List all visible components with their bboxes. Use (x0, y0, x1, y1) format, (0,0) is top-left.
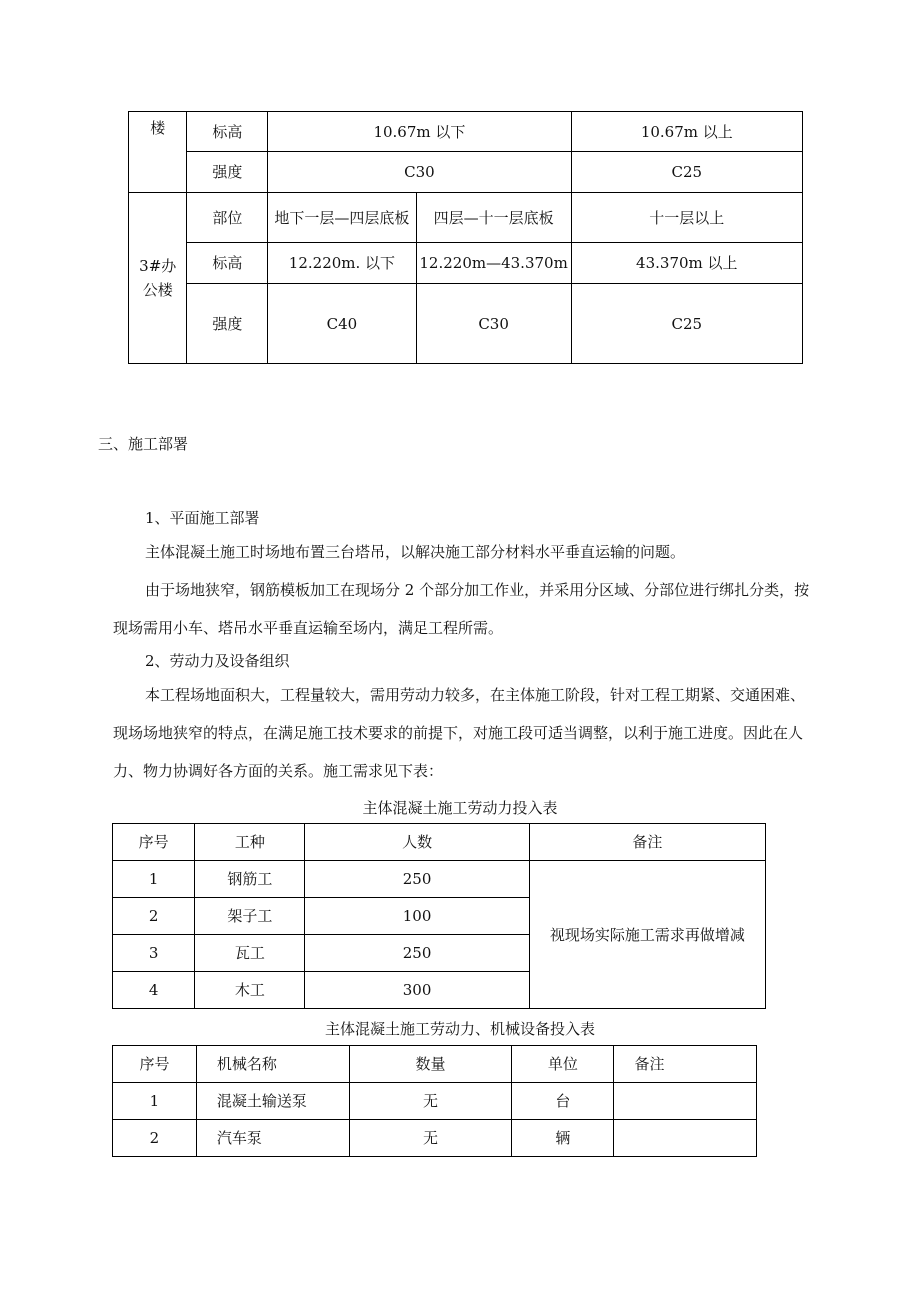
table-cell: 300 (305, 972, 529, 1009)
table-row (113, 1120, 757, 1157)
table-cell: 12.220m. 以下 (268, 243, 416, 284)
table-cell: 辆 (512, 1120, 614, 1157)
table-cell (614, 1083, 757, 1120)
header-cell: 备注 (614, 1046, 757, 1083)
row-label: 强度 (187, 152, 268, 193)
header-cell: 备注 (529, 824, 765, 861)
table-cell: 无 (349, 1083, 512, 1120)
table-cell: 2 (113, 1120, 197, 1157)
table-cell: 台 (512, 1083, 614, 1120)
table-cell: C25 (571, 284, 802, 364)
table-cell: 12.220m—43.370m (416, 243, 571, 284)
row-label: 强度 (187, 284, 268, 364)
header-cell: 序号 (113, 1046, 197, 1083)
table-cell: 100 (305, 898, 529, 935)
table-cell: 250 (305, 861, 529, 898)
table-row (113, 1083, 757, 1120)
table-caption: 主体混凝土施工劳动力、机械设备投入表 (324, 1020, 595, 1038)
equipment-table (112, 1045, 757, 1157)
building-cell: 楼 (129, 112, 187, 193)
table-cell: 瓦工 (195, 935, 305, 972)
header-cell: 人数 (305, 824, 529, 861)
table-cell: 钢筋工 (195, 861, 305, 898)
header-cell: 序号 (113, 824, 195, 861)
table-cell: 地下一层—四层底板 (268, 193, 416, 243)
table-row (113, 861, 766, 898)
table-cell: 混凝土输送泵 (196, 1083, 349, 1120)
table-cell: 3 (113, 935, 195, 972)
section-heading: 三、施工部署 (98, 435, 189, 453)
table-cell: 汽车泵 (196, 1120, 349, 1157)
table-cell: 十一层以上 (571, 193, 802, 243)
table-cell: 1 (113, 861, 195, 898)
table-cell: 1 (113, 1083, 197, 1120)
row-label: 标高 (187, 112, 268, 152)
table-cell: C30 (416, 284, 571, 364)
table-cell: 4 (113, 972, 195, 1009)
paragraph: 主体混凝土施工时场地布置三台塔吊，以解决施工部分材料水平垂直运输的问题。 (145, 543, 686, 561)
row-label: 部位 (187, 193, 268, 243)
row-label: 标高 (187, 243, 268, 284)
table-cell: 10.67m 以下 (268, 112, 571, 152)
table-cell: 木工 (195, 972, 305, 1009)
table-cell: 2 (113, 898, 195, 935)
table-cell: C30 (268, 152, 571, 193)
concrete-strength-table (128, 111, 803, 364)
header-cell: 数量 (349, 1046, 512, 1083)
table-cell: C40 (268, 284, 416, 364)
subheading: 1、平面施工部署 (145, 509, 260, 527)
table-cell: 10.67m 以上 (571, 112, 802, 152)
paragraph: 本工程场地面积大，工程量较大，需用劳动力较多，在主体施工阶段，针对工程工期紧、交通困难、现场场地狭窄的特点，在满足施工技术要求的前提下，对施工段可适当调整，以利于施工进度。因此在人力、物力协调好各方面的关系。施工需求见下表： (113, 686, 806, 780)
table-cell (614, 1120, 757, 1157)
table-cell: 43.370m 以上 (571, 243, 802, 284)
header-cell: 机械名称 (196, 1046, 349, 1083)
note-cell: 视现场实际施工需求再做增减 (529, 861, 765, 1009)
table-cell: 四层—十一层底板 (416, 193, 571, 243)
table-cell: C25 (571, 152, 802, 193)
table-caption: 主体混凝土施工劳动力投入表 (362, 799, 558, 817)
subheading: 2、劳动力及设备组织 (145, 652, 290, 670)
table-cell: 无 (349, 1120, 512, 1157)
building-cell: 3#办公楼 (129, 193, 187, 364)
table-cell: 架子工 (195, 898, 305, 935)
paragraph: 由于场地狭窄，钢筋模板加工在现场分 2 个部分加工作业，并采用分区域、分部位进行绑扎分类，按现场需用小车、塔吊水平垂直运输至场内，满足工程所需。 (113, 581, 810, 637)
table-cell: 250 (305, 935, 529, 972)
labor-table (112, 823, 766, 1009)
header-cell: 工种 (195, 824, 305, 861)
header-cell: 单位 (512, 1046, 614, 1083)
